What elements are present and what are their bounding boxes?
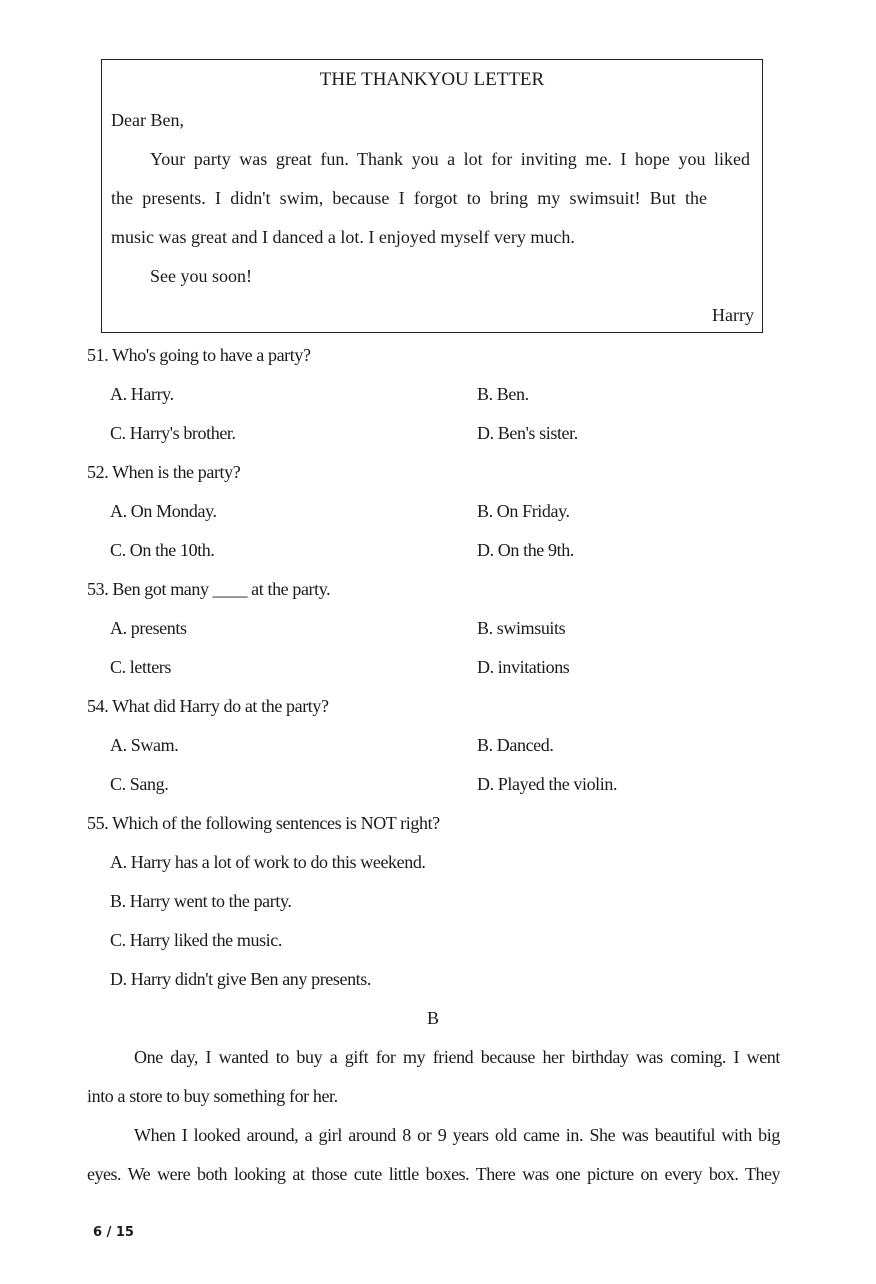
question-54-option-b: B. Danced. [477,735,554,755]
question-53-option-a: A. presents [110,618,187,638]
question-53-stem: 53. Ben got many ____ at the party. [87,579,331,599]
question-52-option-c: C. On the 10th. [110,540,215,560]
question-54-option-c: C. Sang. [110,774,169,794]
question-55-option-d: D. Harry didn't give Ben any presents. [110,969,371,989]
question-53-option-b: B. swimsuits [477,618,566,638]
letter-body-line-2: the presents. I didn't swim, because I forgot to bring my swimsuit! But the [111,188,707,208]
question-52-stem: 52. When is the party? [87,462,241,482]
letter-body-line-3: music was great and I danced a lot. I enjoyed myself very much. [111,227,575,247]
letter-body-line-1: Your party was great fun. Thank you a lot for inviting me. I hope you liked [150,149,750,169]
question-54-option-d: D. Played the violin. [477,774,618,794]
section-b-paragraph-1-line-2: into a store to buy something for her. [87,1086,338,1106]
question-55-option-a: A. Harry has a lot of work to do this weekend. [110,852,426,872]
question-53-option-c: C. letters [110,657,171,677]
section-b-paragraph-2-line-1: When I looked around, a girl around 8 or 9 years old came in. She was beautiful with big [134,1125,780,1145]
question-51-option-a: A. Harry. [110,384,174,404]
letter-title: THE THANKYOU LETTER [319,69,545,90]
question-54-stem: 54. What did Harry do at the party? [87,696,329,716]
question-52-option-b: B. On Friday. [477,501,570,521]
question-52-option-d: D. On the 9th. [477,540,574,560]
question-55-option-b: B. Harry went to the party. [110,891,292,911]
question-55-stem: 55. Which of the following sentences is NOT right? [87,813,440,833]
section-b-paragraph-2-line-2: eyes. We were both looking at those cute little boxes. There was one picture on every box. They [87,1164,780,1184]
question-52-option-a: A. On Monday. [110,501,217,521]
question-53-option-d: D. invitations [477,657,570,677]
question-51-stem: 51. Who's going to have a party? [87,345,311,365]
page-number: 6 / 15 [93,1225,134,1240]
question-51-option-d: D. Ben's sister. [477,423,578,443]
section-b-heading: B [426,1008,439,1028]
letter-closing: See you soon! [150,266,252,286]
letter-signature: Harry [712,305,754,325]
question-51-option-c: C. Harry's brother. [110,423,236,443]
section-b-paragraph-1-line-1: One day, I wanted to buy a gift for my friend because her birthday was coming. I went [134,1047,780,1067]
letter-greeting: Dear Ben, [111,110,184,130]
letter-box [101,59,763,333]
question-51-option-b: B. Ben. [477,384,529,404]
question-55-option-c: C. Harry liked the music. [110,930,282,950]
question-54-option-a: A. Swam. [110,735,179,755]
